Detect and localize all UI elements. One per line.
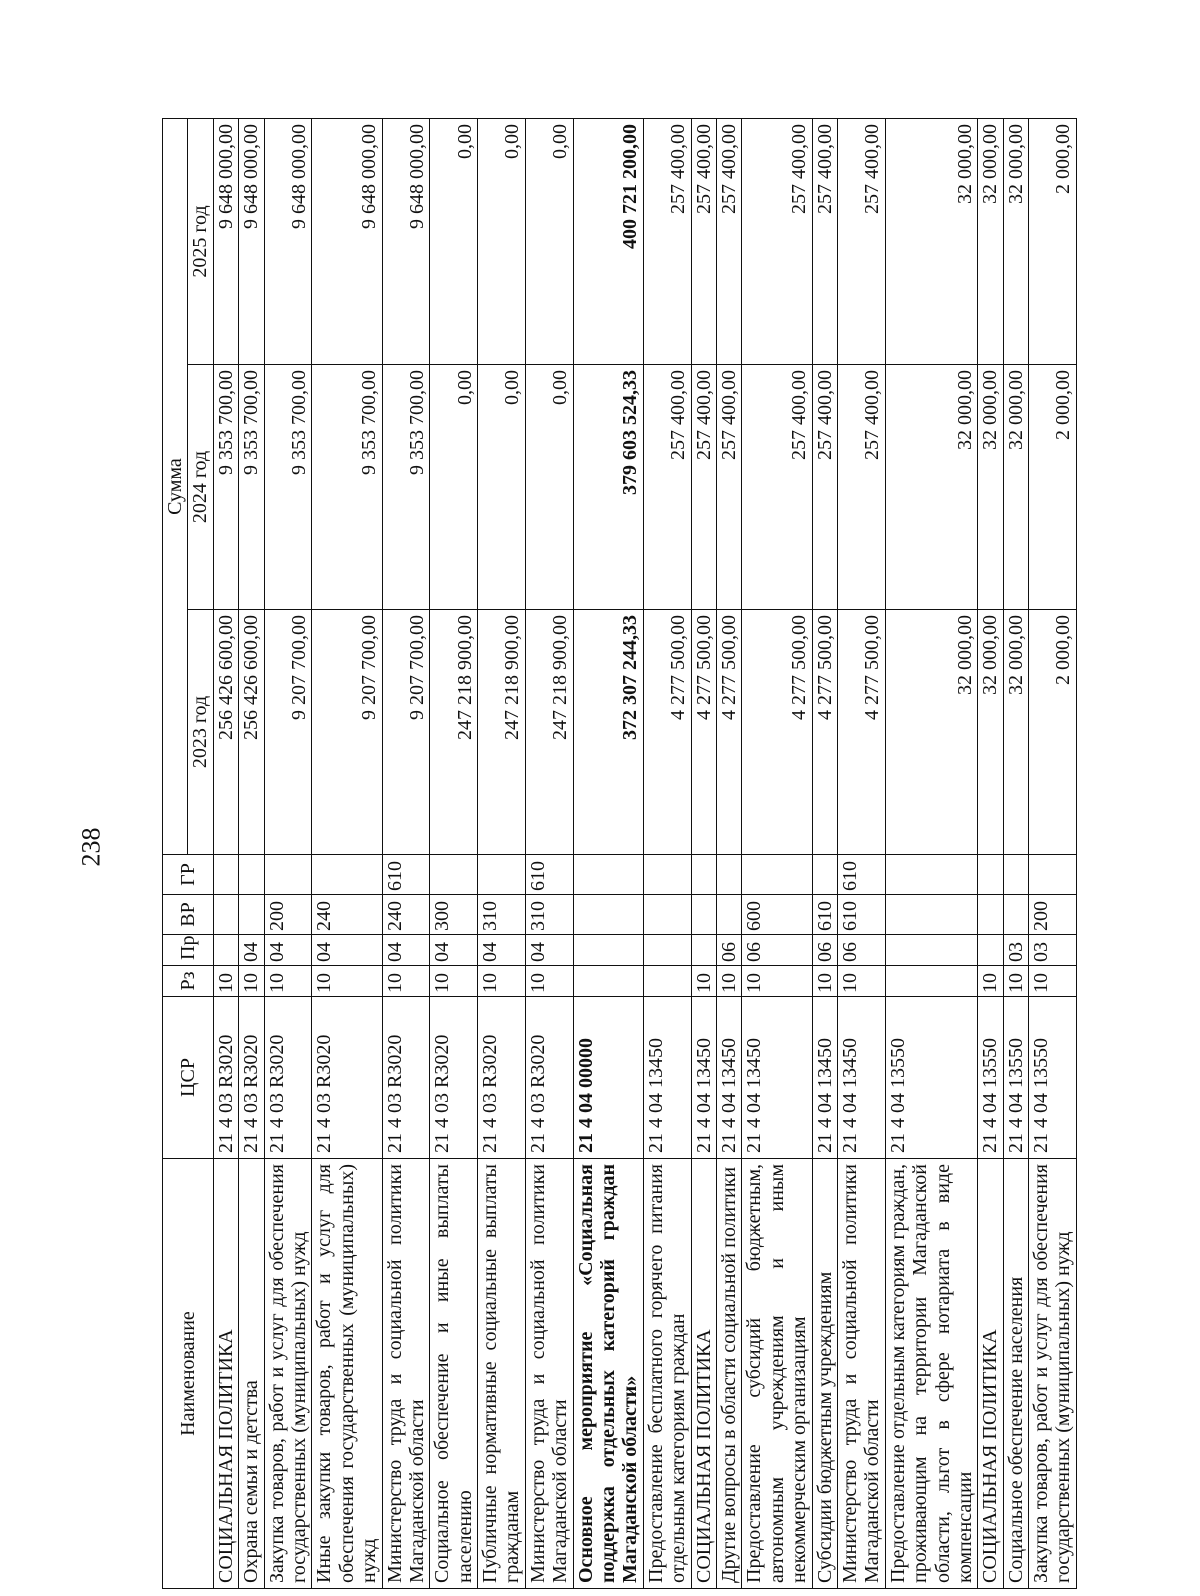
table-row bbox=[643, 119, 691, 1589]
row-amount-2023-cell: 4 277 500,00 bbox=[812, 610, 837, 855]
row-name-cell: Закупка товаров, работ и услуг для обеспечения государственных (муниципальных) нужд bbox=[1029, 1159, 1077, 1589]
header-row-1 bbox=[163, 119, 188, 1589]
row-pr-cell: 06 bbox=[812, 935, 837, 966]
row-pr-cell bbox=[643, 935, 691, 966]
row-gr-cell bbox=[691, 855, 716, 895]
row-rz-cell: 10 bbox=[716, 966, 741, 997]
row-name-cell: СОЦИАЛЬНАЯ ПОЛИТИКА bbox=[691, 1159, 716, 1589]
row-csr-cell: 21 4 04 13450 bbox=[812, 997, 837, 1159]
row-amount-2025-cell: 0,00 bbox=[430, 119, 478, 365]
row-csr-cell: 21 4 04 13550 bbox=[1003, 997, 1028, 1159]
row-rz-cell: 10 bbox=[1029, 966, 1077, 997]
row-gr-cell bbox=[478, 855, 526, 895]
row-vr-cell: 240 bbox=[312, 895, 382, 935]
row-name-cell: Закупка товаров, работ и услуг для обеспечения государственных (муниципальных) нужд bbox=[264, 1159, 312, 1589]
row-amount-2024-cell: 0,00 bbox=[478, 365, 526, 610]
row-amount-2024-cell: 257 400,00 bbox=[643, 365, 691, 610]
row-pr-cell bbox=[573, 935, 643, 966]
row-pr-cell: 03 bbox=[1029, 935, 1077, 966]
row-amount-2024-cell: 379 603 524,33 bbox=[573, 365, 643, 610]
row-rz-cell: 10 bbox=[239, 966, 264, 997]
row-gr-cell bbox=[978, 855, 1003, 895]
row-pr-cell: 03 bbox=[1003, 935, 1028, 966]
row-rz-cell: 10 bbox=[742, 966, 812, 997]
row-csr-cell: 21 4 04 13450 bbox=[742, 997, 812, 1159]
row-amount-2025-cell: 400 721 200,00 bbox=[573, 119, 643, 365]
row-name-cell: СОЦИАЛЬНАЯ ПОЛИТИКА bbox=[213, 1159, 238, 1589]
row-amount-2023-cell: 32 000,00 bbox=[1003, 610, 1028, 855]
row-rz-cell: 10 bbox=[525, 966, 573, 997]
row-csr-cell: 21 4 04 13550 bbox=[885, 997, 978, 1159]
row-amount-2025-cell: 2 000,00 bbox=[1029, 119, 1077, 365]
row-amount-2025-cell: 9 648 000,00 bbox=[213, 119, 238, 365]
row-gr-cell bbox=[1029, 855, 1077, 895]
table-row bbox=[382, 119, 430, 1589]
table-row bbox=[691, 119, 716, 1589]
row-pr-cell bbox=[213, 935, 238, 966]
row-amount-2024-cell: 257 400,00 bbox=[691, 365, 716, 610]
row-csr-cell: 21 4 04 13450 bbox=[643, 997, 691, 1159]
row-amount-2024-cell: 9 353 700,00 bbox=[382, 365, 430, 610]
row-csr-cell: 21 4 03 R3020 bbox=[213, 997, 238, 1159]
row-pr-cell: 04 bbox=[382, 935, 430, 966]
row-amount-2024-cell: 0,00 bbox=[430, 365, 478, 610]
row-name-cell: СОЦИАЛЬНАЯ ПОЛИТИКА bbox=[978, 1159, 1003, 1589]
row-vr-cell bbox=[213, 895, 238, 935]
row-vr-cell: 600 bbox=[742, 895, 812, 935]
row-name-cell: Публичные нормативные социальные выплаты гражданам bbox=[478, 1159, 526, 1589]
header-year-2023: 2023 год bbox=[188, 610, 213, 855]
row-amount-2023-cell: 247 218 900,00 bbox=[525, 610, 573, 855]
header-pr: Пр bbox=[163, 935, 214, 966]
table-row bbox=[312, 119, 382, 1589]
row-pr-cell bbox=[978, 935, 1003, 966]
row-rz-cell: 10 bbox=[430, 966, 478, 997]
row-rz-cell: 10 bbox=[478, 966, 526, 997]
row-gr-cell bbox=[430, 855, 478, 895]
row-pr-cell: 04 bbox=[525, 935, 573, 966]
row-amount-2023-cell: 9 207 700,00 bbox=[264, 610, 312, 855]
row-rz-cell bbox=[643, 966, 691, 997]
row-pr-cell: 06 bbox=[742, 935, 812, 966]
row-amount-2023-cell: 4 277 500,00 bbox=[742, 610, 812, 855]
row-name-cell: Иные закупки товаров, работ и услуг для обеспечения государственных (муниципальных) нужд bbox=[312, 1159, 382, 1589]
header-year-2024: 2024 год bbox=[188, 365, 213, 610]
row-vr-cell bbox=[885, 895, 978, 935]
table-body bbox=[213, 119, 1076, 1589]
row-vr-cell: 200 bbox=[1029, 895, 1077, 935]
table-row bbox=[430, 119, 478, 1589]
row-gr-cell bbox=[312, 855, 382, 895]
row-csr-cell: 21 4 04 13450 bbox=[691, 997, 716, 1159]
row-csr-cell: 21 4 04 13550 bbox=[978, 997, 1003, 1159]
row-amount-2023-cell: 2 000,00 bbox=[1029, 610, 1077, 855]
row-rz-cell: 10 bbox=[812, 966, 837, 997]
row-amount-2024-cell: 32 000,00 bbox=[978, 365, 1003, 610]
row-name-cell: Министерство труда и социальной политики Магаданской области bbox=[525, 1159, 573, 1589]
row-rz-cell: 10 bbox=[691, 966, 716, 997]
page-number: 238 bbox=[76, 827, 106, 867]
row-pr-cell: 04 bbox=[264, 935, 312, 966]
row-name-cell: Охрана семьи и детства bbox=[239, 1159, 264, 1589]
row-csr-cell: 21 4 03 R3020 bbox=[430, 997, 478, 1159]
row-amount-2023-cell: 4 277 500,00 bbox=[643, 610, 691, 855]
header-vr: ВР bbox=[163, 895, 214, 935]
row-vr-cell bbox=[1003, 895, 1028, 935]
row-amount-2024-cell: 32 000,00 bbox=[885, 365, 978, 610]
row-name-cell: Основное мероприятие «Социальная поддержка отдельных категорий граждан Магаданской области» bbox=[573, 1159, 643, 1589]
table-row bbox=[885, 119, 978, 1589]
row-amount-2024-cell: 257 400,00 bbox=[742, 365, 812, 610]
header-gr: ГР bbox=[163, 855, 214, 895]
row-rz-cell: 10 bbox=[264, 966, 312, 997]
row-csr-cell: 21 4 04 13550 bbox=[1029, 997, 1077, 1159]
row-name-cell: Министерство труда и социальной политики Магаданской области bbox=[382, 1159, 430, 1589]
row-pr-cell: 04 bbox=[430, 935, 478, 966]
row-rz-cell: 10 bbox=[978, 966, 1003, 997]
row-name-cell: Предоставление бесплатного горячего питания отдельным категориям граждан bbox=[643, 1159, 691, 1589]
row-amount-2025-cell: 257 400,00 bbox=[691, 119, 716, 365]
row-vr-cell bbox=[239, 895, 264, 935]
row-vr-cell bbox=[716, 895, 741, 935]
row-name-cell: Предоставление субсидий бюджетным, автономным учреждениям и иным некоммерческим организациям bbox=[742, 1159, 812, 1589]
row-amount-2025-cell: 0,00 bbox=[478, 119, 526, 365]
row-amount-2023-cell: 372 307 244,33 bbox=[573, 610, 643, 855]
row-csr-cell: 21 4 04 13450 bbox=[716, 997, 741, 1159]
row-rz-cell: 10 bbox=[213, 966, 238, 997]
row-vr-cell: 200 bbox=[264, 895, 312, 935]
row-amount-2024-cell: 2 000,00 bbox=[1029, 365, 1077, 610]
row-rz-cell bbox=[885, 966, 978, 997]
table-row bbox=[213, 119, 238, 1589]
row-rz-cell: 10 bbox=[837, 966, 885, 997]
table-row bbox=[239, 119, 264, 1589]
table-row bbox=[742, 119, 812, 1589]
row-csr-cell: 21 4 03 R3020 bbox=[525, 997, 573, 1159]
row-gr-cell bbox=[643, 855, 691, 895]
row-pr-cell bbox=[885, 935, 978, 966]
row-gr-cell bbox=[742, 855, 812, 895]
row-amount-2023-cell: 4 277 500,00 bbox=[691, 610, 716, 855]
row-amount-2023-cell: 32 000,00 bbox=[885, 610, 978, 855]
row-vr-cell: 610 bbox=[812, 895, 837, 935]
row-amount-2023-cell: 9 207 700,00 bbox=[382, 610, 430, 855]
table-row bbox=[478, 119, 526, 1589]
row-name-cell: Предоставление отдельным категориям граждан, проживающим на территории Магаданской области, льгот в сфере нотариата в виде компенсации bbox=[885, 1159, 978, 1589]
row-name-cell: Другие вопросы в области социальной политики bbox=[716, 1159, 741, 1589]
row-amount-2024-cell: 32 000,00 bbox=[1003, 365, 1028, 610]
row-vr-cell: 310 bbox=[525, 895, 573, 935]
row-amount-2023-cell: 4 277 500,00 bbox=[716, 610, 741, 855]
table-row bbox=[525, 119, 573, 1589]
row-amount-2024-cell: 9 353 700,00 bbox=[213, 365, 238, 610]
row-rz-cell: 10 bbox=[312, 966, 382, 997]
row-vr-cell bbox=[691, 895, 716, 935]
row-rz-cell: 10 bbox=[382, 966, 430, 997]
row-vr-cell: 610 bbox=[837, 895, 885, 935]
row-csr-cell: 21 4 03 R3020 bbox=[239, 997, 264, 1159]
table-row bbox=[716, 119, 741, 1589]
row-amount-2025-cell: 257 400,00 bbox=[837, 119, 885, 365]
row-amount-2023-cell: 247 218 900,00 bbox=[430, 610, 478, 855]
row-amount-2025-cell: 257 400,00 bbox=[742, 119, 812, 365]
row-gr-cell bbox=[885, 855, 978, 895]
row-csr-cell: 21 4 03 R3020 bbox=[382, 997, 430, 1159]
row-amount-2023-cell: 256 426 600,00 bbox=[239, 610, 264, 855]
row-name-cell: Социальное обеспечение и иные выплаты населению bbox=[430, 1159, 478, 1589]
row-pr-cell: 04 bbox=[239, 935, 264, 966]
row-csr-cell: 21 4 03 R3020 bbox=[312, 997, 382, 1159]
row-gr-cell bbox=[1003, 855, 1028, 895]
row-name-cell: Министерство труда и социальной политики Магаданской области bbox=[837, 1159, 885, 1589]
row-pr-cell: 04 bbox=[312, 935, 382, 966]
row-pr-cell: 04 bbox=[478, 935, 526, 966]
row-vr-cell: 300 bbox=[430, 895, 478, 935]
row-amount-2025-cell: 257 400,00 bbox=[643, 119, 691, 365]
row-csr-cell: 21 4 03 R3020 bbox=[478, 997, 526, 1159]
row-amount-2023-cell: 4 277 500,00 bbox=[837, 610, 885, 855]
row-gr-cell bbox=[239, 855, 264, 895]
row-rz-cell: 10 bbox=[1003, 966, 1028, 997]
header-rz: Рз bbox=[163, 966, 214, 997]
table-row bbox=[264, 119, 312, 1589]
row-name-cell: Социальное обеспечение населения bbox=[1003, 1159, 1028, 1589]
header-csr: ЦСР bbox=[163, 997, 214, 1159]
row-csr-cell: 21 4 03 R3020 bbox=[264, 997, 312, 1159]
row-amount-2025-cell: 257 400,00 bbox=[716, 119, 741, 365]
row-gr-cell bbox=[716, 855, 741, 895]
row-amount-2024-cell: 9 353 700,00 bbox=[239, 365, 264, 610]
row-amount-2025-cell: 257 400,00 bbox=[812, 119, 837, 365]
row-rz-cell bbox=[573, 966, 643, 997]
row-amount-2023-cell: 9 207 700,00 bbox=[312, 610, 382, 855]
row-gr-cell: 610 bbox=[837, 855, 885, 895]
row-amount-2025-cell: 32 000,00 bbox=[1003, 119, 1028, 365]
row-pr-cell: 06 bbox=[837, 935, 885, 966]
row-amount-2025-cell: 9 648 000,00 bbox=[264, 119, 312, 365]
table-row bbox=[573, 119, 643, 1589]
row-amount-2024-cell: 257 400,00 bbox=[812, 365, 837, 610]
row-vr-cell bbox=[573, 895, 643, 935]
row-amount-2025-cell: 9 648 000,00 bbox=[312, 119, 382, 365]
row-gr-cell bbox=[812, 855, 837, 895]
budget-table bbox=[162, 118, 1077, 1589]
table-row bbox=[812, 119, 837, 1589]
row-gr-cell bbox=[573, 855, 643, 895]
row-amount-2024-cell: 257 400,00 bbox=[837, 365, 885, 610]
row-amount-2024-cell: 9 353 700,00 bbox=[312, 365, 382, 610]
row-csr-cell: 21 4 04 13450 bbox=[837, 997, 885, 1159]
row-amount-2024-cell: 9 353 700,00 bbox=[264, 365, 312, 610]
row-amount-2024-cell: 0,00 bbox=[525, 365, 573, 610]
row-pr-cell: 06 bbox=[716, 935, 741, 966]
table-row bbox=[1003, 119, 1028, 1589]
header-sum: Сумма bbox=[163, 119, 188, 855]
row-vr-cell: 310 bbox=[478, 895, 526, 935]
row-gr-cell bbox=[213, 855, 238, 895]
row-amount-2023-cell: 32 000,00 bbox=[978, 610, 1003, 855]
row-amount-2025-cell: 32 000,00 bbox=[885, 119, 978, 365]
row-name-cell: Субсидии бюджетным учреждениям bbox=[812, 1159, 837, 1589]
row-vr-cell: 240 bbox=[382, 895, 430, 935]
header-name: Наименование bbox=[163, 1159, 214, 1589]
row-gr-cell: 610 bbox=[382, 855, 430, 895]
row-gr-cell: 610 bbox=[525, 855, 573, 895]
table-row bbox=[837, 119, 885, 1589]
row-amount-2023-cell: 256 426 600,00 bbox=[213, 610, 238, 855]
row-amount-2025-cell: 32 000,00 bbox=[978, 119, 1003, 365]
rotated-page-content bbox=[162, 119, 1200, 1589]
row-vr-cell bbox=[643, 895, 691, 935]
header-year-2025: 2025 год bbox=[188, 119, 213, 365]
row-amount-2025-cell: 9 648 000,00 bbox=[239, 119, 264, 365]
row-amount-2025-cell: 9 648 000,00 bbox=[382, 119, 430, 365]
row-vr-cell bbox=[978, 895, 1003, 935]
row-amount-2024-cell: 257 400,00 bbox=[716, 365, 741, 610]
row-amount-2023-cell: 247 218 900,00 bbox=[478, 610, 526, 855]
table-row bbox=[1029, 119, 1077, 1589]
table-row bbox=[978, 119, 1003, 1589]
row-pr-cell bbox=[691, 935, 716, 966]
row-csr-cell: 21 4 04 00000 bbox=[573, 997, 643, 1159]
row-amount-2025-cell: 0,00 bbox=[525, 119, 573, 365]
row-gr-cell bbox=[264, 855, 312, 895]
